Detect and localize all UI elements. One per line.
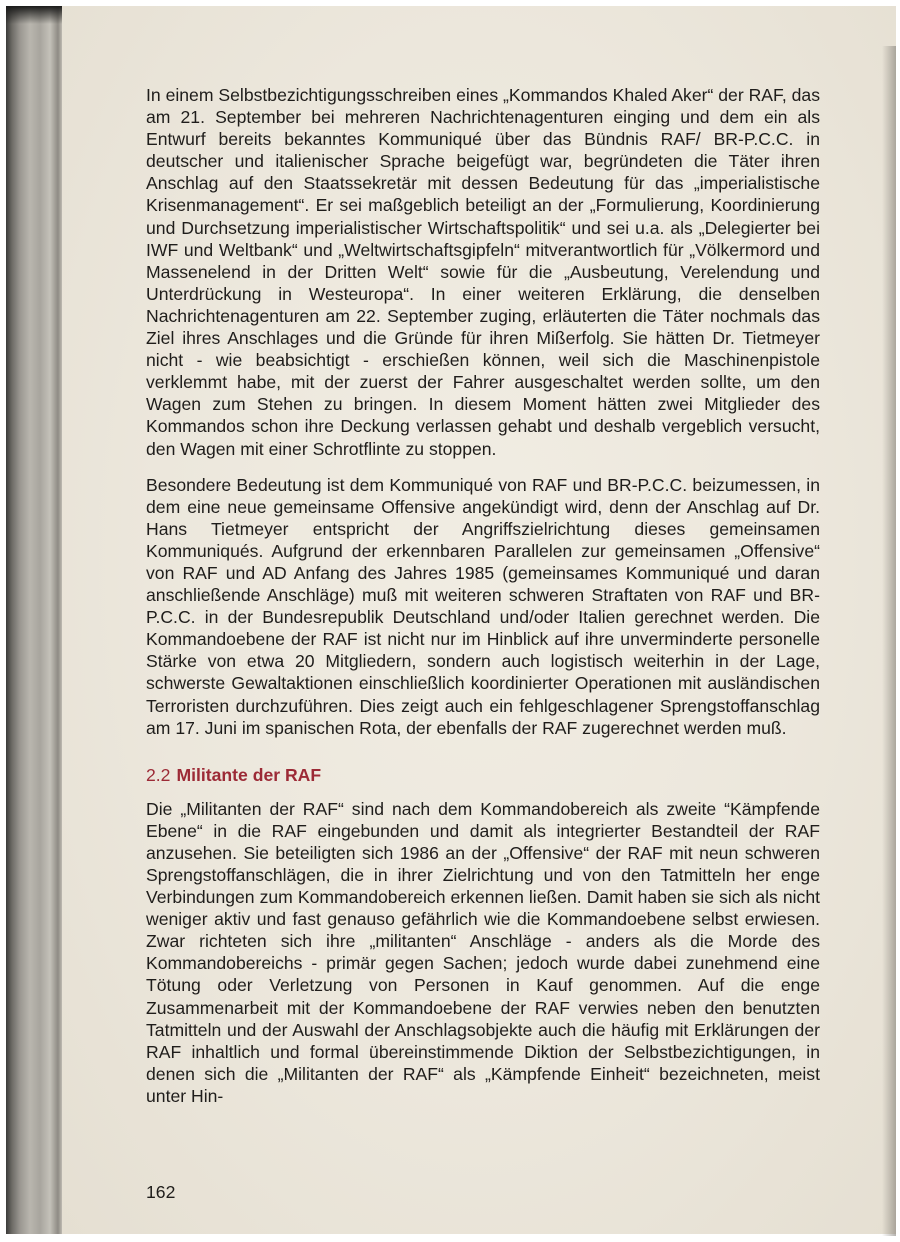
paragraph-2: Besondere Bedeutung ist dem Kommuniqué von RAF und BR-P.C.C. beizumessen, in dem eine neue gemeinsame Offensive angekündigt wird, denn der Anschlag auf Dr. Hans Tietmeyer entspricht der Angriffszielrichtung dieses gemeinsamen Kommuniqués. Aufgrund der erkennbaren Parallelen zur gemeinsamen „Offensive“ von RAF und AD Anfang des Jahres 1985 (gemeinsames Kommuniqué und daran anschließende Anschläge) muß mit weiteren schweren Straftaten von RAF und BR-P.C.C. in der Bundesrepublik Deutschland und/oder Italien gerechnet werden. Die Kommandoebene der RAF ist nicht nur im Hinblick auf ihre unverminderte personelle Stärke von etwa 20 Mitgliedern, sondern auch logistisch weiterhin in der Lage, schwerste Gewaltaktionen einschließlich koordinierter Operationen mit ausländischen Terroristen durchzuführen. Dies zeigt auch ein fehlgeschlagener Sprengstoffanschlag am 17. Juni im spanischen Rota, der ebenfalls der RAF zugerechnet werden muß. [146,474,820,738]
section-heading [146,764,820,786]
book-page [62,6,896,1234]
book-page-edges [6,6,64,1234]
paragraph-1: In einem Selbstbezichtigungsschreiben eines „Kommandos Khaled Aker“ der RAF, das am 21. September bei mehreren Nachrichtenagenturen einging und dem ein als Entwurf bereits bekanntes Kommuniqué über das Bündnis RAF/ BR-P.C.C. in deutscher und italienischer Sprache beigefügt war, begründeten die Täter ihren Anschlag auf den Staatssekretär mit dessen Bedeutung für das „imperialistische Krisenmanagement“. Er sei maßgeblich beteiligt an der „Formulierung, Koordinierung und Durchsetzung imperialistischer Wirtschaftspolitik“ und sei u.a. als „Delegierter bei IWF und Weltbank“ und „Weltwirtschaftsgipfeln“ mitverantwortlich für „Völkermord und Massenelend in der Dritten Welt“ sowie für die „Ausbeutung, Verelendung und Unterdrückung in Westeuropa“. In einer weiteren Erklärung, die denselben Nachrichtenagenturen am 22. September zuging, erläuterten die Täter nochmals das Ziel ihres Anschlages und die Gründe für ihren Mißerfolg. Sie hätten Dr. Tietmeyer nicht - wie beabsichtigt - erschießen können, weil sich die Maschinenpistole verklemmt habe, mit der zuerst der Fahrer ausgeschaltet werden sollte, um den Wagen zum Stehen zu bringen. In diesem Moment hätten zwei Mitglieder des Kommandos schon ihre Deckung verlassen gehabt und deshalb vergeblich versucht, den Wagen mit einer Schrotflinte zu stoppen. [146,85,820,459]
section-title: Militante der RAF [176,764,322,785]
section-number: 2.2 [146,764,171,785]
body-text [146,84,820,1107]
page-gutter-shadow [882,46,896,1236]
section-paragraph: Die „Militanten der RAF“ sind nach dem Kommandobereich als zweite “Kämpfende Ebene“ in die RAF eingebunden und damit als integrierter Bestandteil der RAF anzusehen. Sie beteiligten sich 1986 an der „Offensive“ der RAF mit neun schweren Sprengstoffanschlägen, die in ihrer Zielrichtung und von den Tatmitteln her enge Verbindungen zum Kommandobereich erkennen ließen. Damit haben sie sich als nicht weniger aktiv und fast genauso gefährlich wie die Kommandoebene selbst erwiesen. Zwar richteten sich ihre „militanten“ Anschläge - anders als die Morde des Kommandobereichs - primär gegen Sachen; jedoch wurde dabei zunehmend eine Tötung oder Verletzung von Personen in Kauf genommen. Auf die enge Zusammenarbeit mit der Kommandoebene der RAF verwies neben den benutzten Tatmitteln und der Auswahl der Anschlagsobjekte auch die häufig mit Erklärungen der RAF inhaltlich und formal übereinstimmende Diktion der Selbstbezichtigungen, in denen sich die „Militanten der RAF“ als „Kämpfende Einheit“ bezeichneten, meist unter Hin- [146,798,820,1106]
page-number: 162 [146,1182,176,1202]
